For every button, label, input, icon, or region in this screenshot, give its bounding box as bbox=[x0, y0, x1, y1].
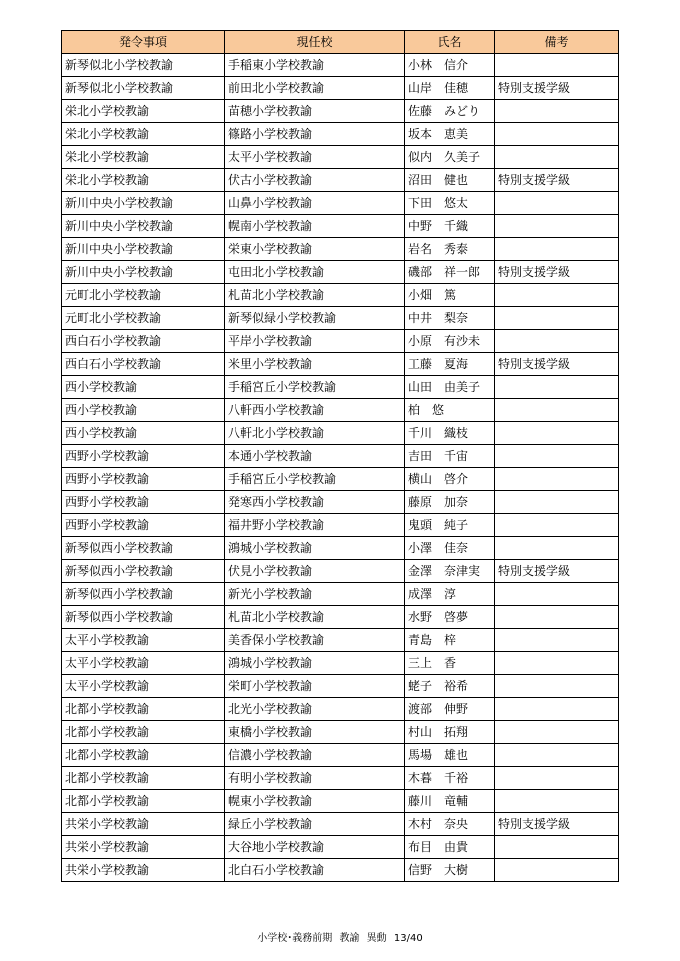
cell-remarks bbox=[495, 100, 619, 123]
table-row bbox=[62, 514, 619, 537]
cell-current-school: 美香保小学校教諭 bbox=[225, 629, 405, 652]
cell-assignment: 太平小学校教諭 bbox=[62, 629, 225, 652]
cell-remarks bbox=[495, 284, 619, 307]
table-row bbox=[62, 284, 619, 307]
cell-assignment: 共栄小学校教諭 bbox=[62, 836, 225, 859]
header-remarks: 備考 bbox=[495, 31, 619, 54]
cell-current-school: 有明小学校教諭 bbox=[225, 767, 405, 790]
cell-remarks bbox=[495, 123, 619, 146]
cell-remarks: 特別支援学級 bbox=[495, 813, 619, 836]
table-row bbox=[62, 146, 619, 169]
cell-remarks bbox=[495, 330, 619, 353]
cell-name: 小澤 佳奈 bbox=[405, 537, 495, 560]
cell-assignment: 新川中央小学校教諭 bbox=[62, 261, 225, 284]
cell-current-school: 東橋小学校教諭 bbox=[225, 721, 405, 744]
cell-name: 藤原 加奈 bbox=[405, 491, 495, 514]
cell-remarks bbox=[495, 307, 619, 330]
cell-assignment: 栄北小学校教諭 bbox=[62, 100, 225, 123]
cell-name: 柏 悠 bbox=[405, 399, 495, 422]
table-row bbox=[62, 238, 619, 261]
table-row bbox=[62, 583, 619, 606]
cell-assignment: 北都小学校教諭 bbox=[62, 698, 225, 721]
cell-name: 佐藤 みどり bbox=[405, 100, 495, 123]
cell-assignment: 北都小学校教諭 bbox=[62, 744, 225, 767]
cell-name: 鬼頭 純子 bbox=[405, 514, 495, 537]
cell-remarks bbox=[495, 767, 619, 790]
cell-name: 岩名 秀泰 bbox=[405, 238, 495, 261]
cell-remarks: 特別支援学級 bbox=[495, 560, 619, 583]
cell-assignment: 栄北小学校教諭 bbox=[62, 146, 225, 169]
table-row bbox=[62, 54, 619, 77]
cell-name: 中井 梨奈 bbox=[405, 307, 495, 330]
cell-assignment: 新川中央小学校教諭 bbox=[62, 215, 225, 238]
cell-name: 信野 大樹 bbox=[405, 859, 495, 882]
cell-assignment: 太平小学校教諭 bbox=[62, 652, 225, 675]
cell-current-school: 緑丘小学校教諭 bbox=[225, 813, 405, 836]
cell-name: 金澤 奈津実 bbox=[405, 560, 495, 583]
cell-current-school: 八軒北小学校教諭 bbox=[225, 422, 405, 445]
cell-remarks bbox=[495, 790, 619, 813]
footer-role: 教諭 bbox=[339, 933, 360, 944]
cell-current-school: 北白石小学校教諭 bbox=[225, 859, 405, 882]
cell-remarks bbox=[495, 491, 619, 514]
table-row bbox=[62, 790, 619, 813]
cell-remarks bbox=[495, 675, 619, 698]
cell-assignment: 西白石小学校教諭 bbox=[62, 330, 225, 353]
cell-remarks bbox=[495, 376, 619, 399]
cell-remarks bbox=[495, 859, 619, 882]
table-row bbox=[62, 353, 619, 376]
cell-remarks bbox=[495, 537, 619, 560]
cell-remarks bbox=[495, 652, 619, 675]
table-row bbox=[62, 491, 619, 514]
cell-remarks bbox=[495, 629, 619, 652]
cell-remarks bbox=[495, 445, 619, 468]
cell-current-school: 幌東小学校教諭 bbox=[225, 790, 405, 813]
cell-assignment: 北都小学校教諭 bbox=[62, 767, 225, 790]
cell-name: 横山 啓介 bbox=[405, 468, 495, 491]
cell-name: 下田 悠太 bbox=[405, 192, 495, 215]
cell-current-school: 本通小学校教諭 bbox=[225, 445, 405, 468]
table-row bbox=[62, 537, 619, 560]
table-row bbox=[62, 169, 619, 192]
cell-name: 藤川 竜輔 bbox=[405, 790, 495, 813]
table-row bbox=[62, 721, 619, 744]
cell-name: 小林 信介 bbox=[405, 54, 495, 77]
cell-assignment: 新琴似北小学校教諭 bbox=[62, 77, 225, 100]
table-row bbox=[62, 192, 619, 215]
table-row bbox=[62, 307, 619, 330]
table-row bbox=[62, 744, 619, 767]
table-row bbox=[62, 422, 619, 445]
cell-name: 木村 奈央 bbox=[405, 813, 495, 836]
cell-current-school: 札苗北小学校教諭 bbox=[225, 606, 405, 629]
cell-remarks bbox=[495, 468, 619, 491]
personnel-transfer-table bbox=[61, 30, 619, 882]
cell-current-school: 篠路小学校教諭 bbox=[225, 123, 405, 146]
cell-name: 渡部 伸野 bbox=[405, 698, 495, 721]
cell-current-school: 平岸小学校教諭 bbox=[225, 330, 405, 353]
cell-name: 中野 千織 bbox=[405, 215, 495, 238]
cell-name: 小原 有沙未 bbox=[405, 330, 495, 353]
table-row bbox=[62, 123, 619, 146]
cell-assignment: 西小学校教諭 bbox=[62, 399, 225, 422]
table-row bbox=[62, 330, 619, 353]
cell-current-school: 手稲東小学校教諭 bbox=[225, 54, 405, 77]
cell-current-school: 発寒西小学校教諭 bbox=[225, 491, 405, 514]
cell-name: 木暮 千裕 bbox=[405, 767, 495, 790]
cell-current-school: 幌南小学校教諭 bbox=[225, 215, 405, 238]
table-body bbox=[62, 54, 619, 882]
cell-current-school: 新光小学校教諭 bbox=[225, 583, 405, 606]
cell-remarks bbox=[495, 836, 619, 859]
cell-remarks: 特別支援学級 bbox=[495, 353, 619, 376]
cell-name: 布目 由貴 bbox=[405, 836, 495, 859]
cell-assignment: 新琴似西小学校教諭 bbox=[62, 537, 225, 560]
cell-assignment: 共栄小学校教諭 bbox=[62, 859, 225, 882]
cell-remarks: 特別支援学級 bbox=[495, 169, 619, 192]
cell-remarks: 特別支援学級 bbox=[495, 77, 619, 100]
cell-current-school: 札苗北小学校教諭 bbox=[225, 284, 405, 307]
cell-current-school: 鴻城小学校教諭 bbox=[225, 652, 405, 675]
cell-remarks bbox=[495, 744, 619, 767]
table-row bbox=[62, 698, 619, 721]
table-row bbox=[62, 606, 619, 629]
cell-name: 馬場 雄也 bbox=[405, 744, 495, 767]
cell-name: 吉田 千宙 bbox=[405, 445, 495, 468]
table-row bbox=[62, 215, 619, 238]
cell-remarks bbox=[495, 698, 619, 721]
table-row bbox=[62, 836, 619, 859]
footer-page-number: 13/40 bbox=[393, 933, 423, 944]
cell-assignment: 栄北小学校教諭 bbox=[62, 169, 225, 192]
footer-category: 小学校･義務前期 bbox=[257, 933, 333, 944]
header-name: 氏名 bbox=[405, 31, 495, 54]
cell-remarks bbox=[495, 606, 619, 629]
cell-current-school: 福井野小学校教諭 bbox=[225, 514, 405, 537]
cell-name: 村山 拓翔 bbox=[405, 721, 495, 744]
cell-current-school: 伏古小学校教諭 bbox=[225, 169, 405, 192]
table-row bbox=[62, 399, 619, 422]
cell-assignment: 新琴似西小学校教諭 bbox=[62, 560, 225, 583]
table-row bbox=[62, 813, 619, 836]
cell-name: 工藤 夏海 bbox=[405, 353, 495, 376]
cell-current-school: 北光小学校教諭 bbox=[225, 698, 405, 721]
cell-assignment: 元町北小学校教諭 bbox=[62, 307, 225, 330]
cell-current-school: 栄町小学校教諭 bbox=[225, 675, 405, 698]
table-header-row bbox=[62, 31, 619, 54]
cell-assignment: 新川中央小学校教諭 bbox=[62, 192, 225, 215]
cell-name: 蛯子 裕希 bbox=[405, 675, 495, 698]
cell-current-school: 栄東小学校教諭 bbox=[225, 238, 405, 261]
cell-assignment: 栄北小学校教諭 bbox=[62, 123, 225, 146]
cell-current-school: 大谷地小学校教諭 bbox=[225, 836, 405, 859]
table-row bbox=[62, 261, 619, 284]
table-row bbox=[62, 652, 619, 675]
cell-assignment: 共栄小学校教諭 bbox=[62, 813, 225, 836]
cell-remarks bbox=[495, 583, 619, 606]
table-row bbox=[62, 77, 619, 100]
cell-assignment: 西小学校教諭 bbox=[62, 376, 225, 399]
cell-name: 山田 由美子 bbox=[405, 376, 495, 399]
header-assignment: 発令事項 bbox=[62, 31, 225, 54]
cell-assignment: 新川中央小学校教諭 bbox=[62, 238, 225, 261]
cell-assignment: 元町北小学校教諭 bbox=[62, 284, 225, 307]
cell-current-school: 伏見小学校教諭 bbox=[225, 560, 405, 583]
cell-name: 似内 久美子 bbox=[405, 146, 495, 169]
cell-assignment: 北都小学校教諭 bbox=[62, 790, 225, 813]
cell-name: 坂本 恵美 bbox=[405, 123, 495, 146]
cell-assignment: 新琴似西小学校教諭 bbox=[62, 606, 225, 629]
table-row bbox=[62, 767, 619, 790]
cell-assignment: 北都小学校教諭 bbox=[62, 721, 225, 744]
cell-assignment: 西白石小学校教諭 bbox=[62, 353, 225, 376]
cell-remarks: 特別支援学級 bbox=[495, 261, 619, 284]
page-footer bbox=[0, 929, 680, 944]
cell-remarks bbox=[495, 54, 619, 77]
table-row bbox=[62, 560, 619, 583]
cell-current-school: 八軒西小学校教諭 bbox=[225, 399, 405, 422]
table-row bbox=[62, 445, 619, 468]
cell-remarks bbox=[495, 514, 619, 537]
cell-assignment: 新琴似北小学校教諭 bbox=[62, 54, 225, 77]
cell-current-school: 前田北小学校教諭 bbox=[225, 77, 405, 100]
cell-name: 成澤 淳 bbox=[405, 583, 495, 606]
table-row bbox=[62, 376, 619, 399]
cell-assignment: 西野小学校教諭 bbox=[62, 445, 225, 468]
table-row bbox=[62, 859, 619, 882]
cell-name: 小畑 篤 bbox=[405, 284, 495, 307]
cell-name: 磯部 祥一郎 bbox=[405, 261, 495, 284]
cell-remarks bbox=[495, 399, 619, 422]
cell-current-school: 苗穂小学校教諭 bbox=[225, 100, 405, 123]
header-current-school: 現任校 bbox=[225, 31, 405, 54]
cell-name: 千川 織枝 bbox=[405, 422, 495, 445]
cell-remarks bbox=[495, 192, 619, 215]
table-row bbox=[62, 675, 619, 698]
cell-current-school: 山鼻小学校教諭 bbox=[225, 192, 405, 215]
cell-assignment: 新琴似西小学校教諭 bbox=[62, 583, 225, 606]
footer-type: 異動 bbox=[366, 933, 387, 944]
cell-current-school: 太平小学校教諭 bbox=[225, 146, 405, 169]
cell-current-school: 屯田北小学校教諭 bbox=[225, 261, 405, 284]
cell-current-school: 手稲宮丘小学校教諭 bbox=[225, 376, 405, 399]
cell-assignment: 西野小学校教諭 bbox=[62, 491, 225, 514]
table-row bbox=[62, 629, 619, 652]
cell-name: 青島 梓 bbox=[405, 629, 495, 652]
cell-remarks bbox=[495, 721, 619, 744]
table-row bbox=[62, 100, 619, 123]
cell-current-school: 手稲宮丘小学校教諭 bbox=[225, 468, 405, 491]
cell-name: 沼田 健也 bbox=[405, 169, 495, 192]
cell-assignment: 太平小学校教諭 bbox=[62, 675, 225, 698]
cell-name: 三上 香 bbox=[405, 652, 495, 675]
cell-remarks bbox=[495, 215, 619, 238]
cell-name: 水野 啓夢 bbox=[405, 606, 495, 629]
cell-current-school: 新琴似緑小学校教諭 bbox=[225, 307, 405, 330]
table-row bbox=[62, 468, 619, 491]
cell-remarks bbox=[495, 146, 619, 169]
cell-assignment: 西野小学校教諭 bbox=[62, 468, 225, 491]
cell-assignment: 西野小学校教諭 bbox=[62, 514, 225, 537]
cell-current-school: 信濃小学校教諭 bbox=[225, 744, 405, 767]
cell-remarks bbox=[495, 422, 619, 445]
cell-remarks bbox=[495, 238, 619, 261]
cell-current-school: 鴻城小学校教諭 bbox=[225, 537, 405, 560]
cell-current-school: 米里小学校教諭 bbox=[225, 353, 405, 376]
cell-assignment: 西小学校教諭 bbox=[62, 422, 225, 445]
cell-name: 山岸 佳穂 bbox=[405, 77, 495, 100]
